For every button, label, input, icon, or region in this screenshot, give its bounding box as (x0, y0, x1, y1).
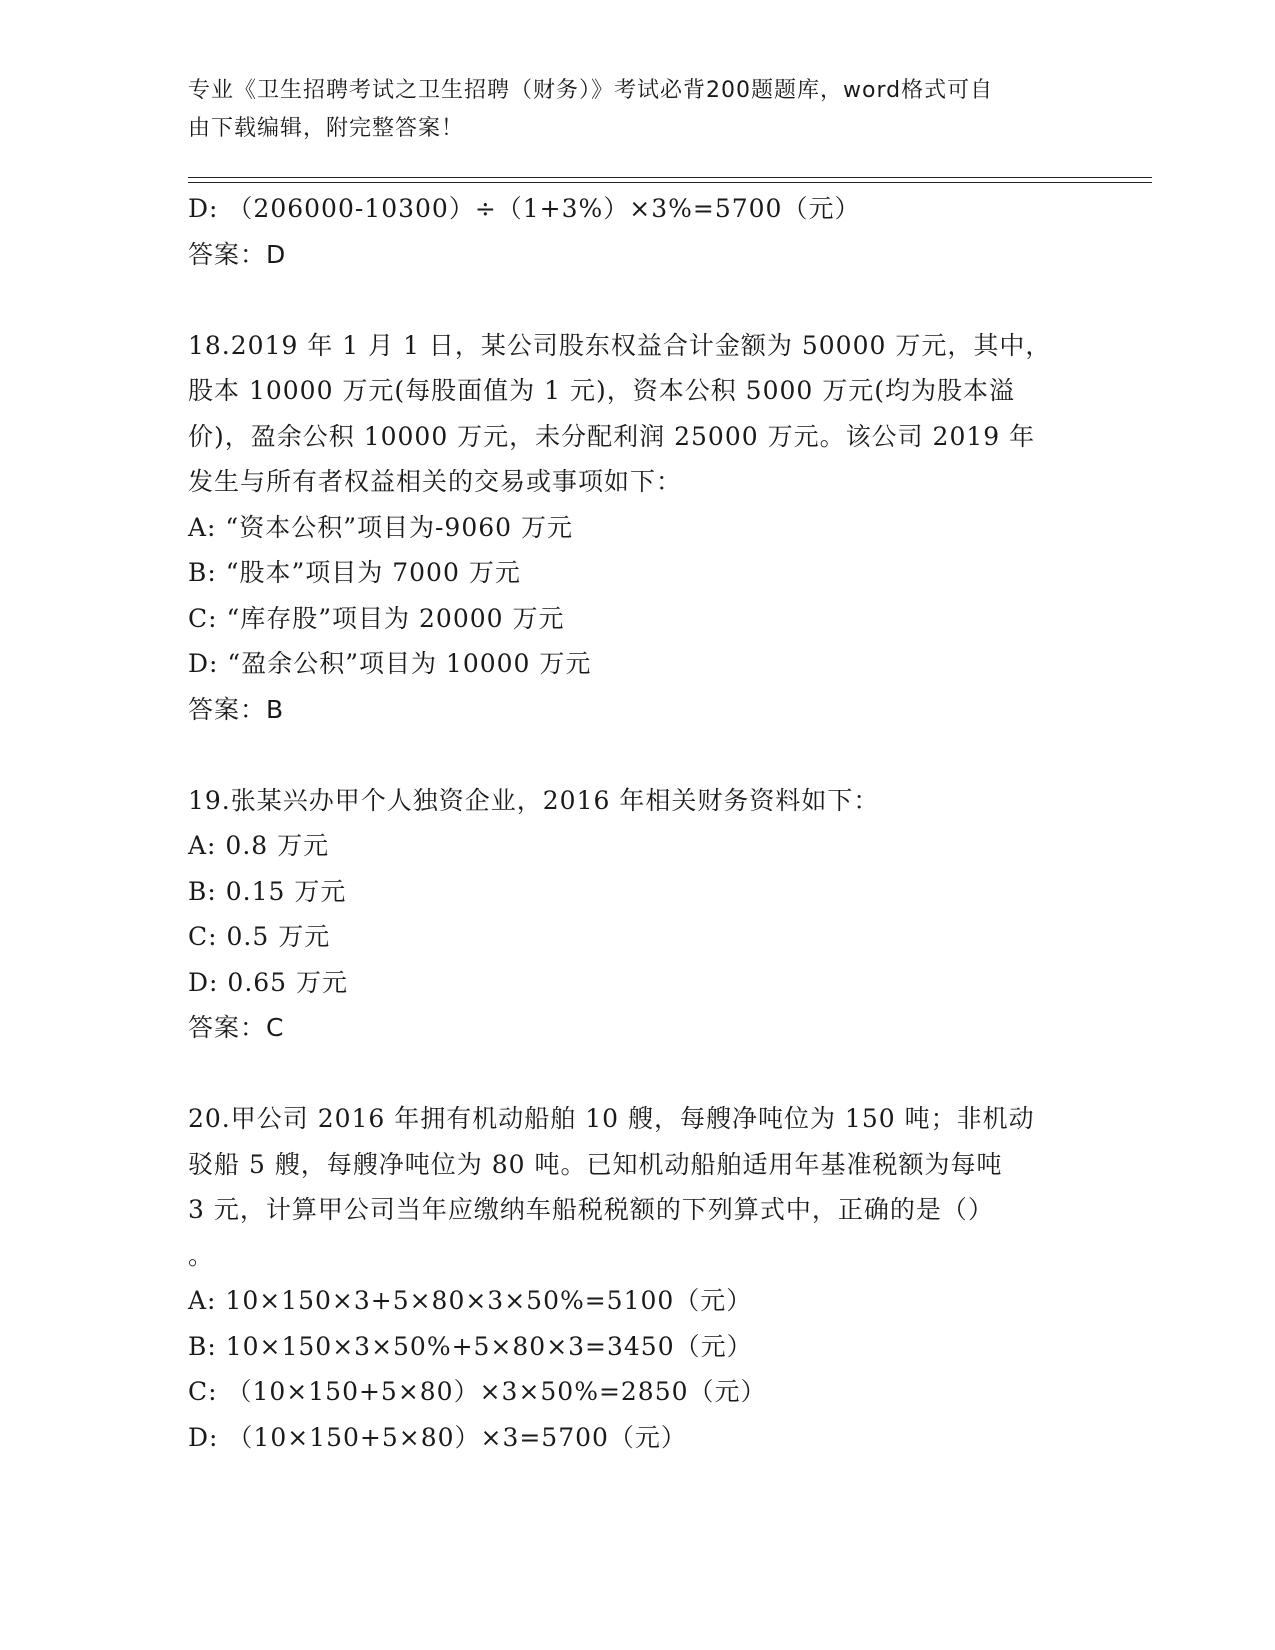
q20-option-c: C: （10×150+5×80）×3×50%=2850（元） (188, 1377, 767, 1406)
q18-option-b: B: “股本”项目为 7000 万元 (188, 558, 521, 587)
q18-stem-line-4: 发生与所有者权益相关的交易或事项如下： (188, 467, 683, 496)
header-divider-bottom (188, 182, 1152, 183)
q20-stem-line-2: 驳船 5 艘，每艘净吨位为 80 吨。已知机动船舶适用年基准税额为每吨 (188, 1149, 1003, 1179)
q18-stem-line-2: 股本 10000 万元(每股面值为 1 元)，资本公积 5000 万元(均为股本溢 (188, 376, 1016, 405)
q20-option-b: B: 10×150×3×50%+5×80×3=3450（元） (188, 1331, 753, 1361)
q19-option-d: D: 0.65 万元 (188, 967, 349, 997)
question-17-tail (188, 186, 1088, 277)
spacer (188, 732, 1088, 778)
q19-option-a: A: 0.8 万元 (188, 831, 330, 860)
q19-answer: 答案：C (188, 1013, 285, 1042)
document-header (188, 72, 1088, 148)
spacer (188, 1051, 1088, 1097)
question-19 (188, 778, 1088, 1051)
q20-stem-line-4: 。 (188, 1240, 215, 1270)
q18-option-d: D: “盈余公积”项目为 10000 万元 (188, 649, 592, 678)
q18-option-a: A: “资本公积”项目为-9060 万元 (188, 512, 574, 542)
question-18 (188, 323, 1088, 733)
spacer (188, 277, 1088, 323)
q20-option-a: A: 10×150×3+5×80×3×50%=5100（元） (188, 1286, 753, 1315)
q19-option-c: C: 0.5 万元 (188, 922, 331, 951)
header-line-2: 由下载编辑，附完整答案！ (188, 116, 465, 141)
q18-option-c: C: “库存股”项目为 20000 万元 (188, 603, 565, 633)
header-divider-top (188, 177, 1152, 178)
q19-stem-line-1: 19.张某兴办甲个人独资企业，2016 年相关财务资料如下： (188, 785, 880, 815)
q18-answer: 答案：B (188, 694, 285, 724)
q17-answer: 答案：D (188, 239, 287, 269)
q19-option-b: B: 0.15 万元 (188, 876, 347, 906)
document-body (188, 186, 1088, 1460)
q18-stem-line-3: 价)，盈余公积 10000 万元，未分配利润 25000 万元。该公司 2019 年 (188, 421, 1036, 451)
header-line-1: 专业《卫生招聘考试之卫生招聘（财务）》考试必背200题题库，word格式可自 (188, 78, 994, 103)
q17-option-d: D: （206000-10300）÷（1+3%）×3%=5700（元） (188, 194, 861, 223)
question-20 (188, 1096, 1088, 1460)
q20-stem-line-1: 20.甲公司 2016 年拥有机动船舶 10 艘，每艘净吨位为 150 吨；非机动 (188, 1104, 1035, 1133)
q20-stem-line-3: 3 元，计算甲公司当年应缴纳车船税税额的下列算式中，正确的是（） (188, 1195, 994, 1224)
q20-option-d: D: （10×150+5×80）×3=5700（元） (188, 1422, 687, 1452)
q18-stem-line-1: 18.2019 年 1 月 1 日，某公司股东权益合计金额为 50000 万元，其中， (188, 330, 1052, 360)
